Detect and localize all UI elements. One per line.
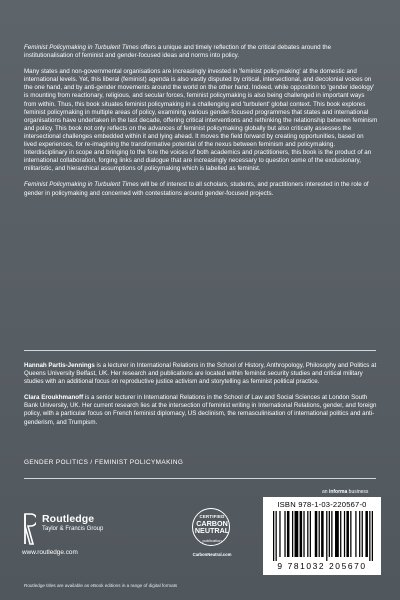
barcode-bar	[326, 511, 327, 561]
barcode-bar	[295, 511, 299, 557]
divider-line	[24, 478, 376, 479]
author-bio-text-1: is a lecturer in International Relations in the School of History, Anthropology, Philosophy and Politics at Queens University Belfast, UK. Her research and publications are located within feminist security studies and critical military studies with an additional focus on reproductive justice activism and storytelling as feminist political practice.	[24, 362, 377, 386]
author-bio-2	[24, 394, 378, 426]
barcode-bar	[362, 511, 363, 557]
author-bios	[24, 362, 378, 435]
informa-suffix: business	[347, 489, 369, 495]
barcode-bar	[303, 511, 304, 557]
barcode-bar	[340, 511, 341, 557]
badge-carbon-neutral	[190, 520, 234, 534]
barcode-bar	[344, 511, 345, 557]
description-audience-text: will be of interest to all scholars, students, and practitioners interested in the role of gender in policymaking and concerned with contestations around gender-focused projects.	[24, 181, 369, 197]
informa-business	[322, 489, 368, 495]
barcode-bar	[292, 511, 293, 557]
author-name-2: Clara Eroukhmanoff	[24, 394, 84, 402]
badge-site: CarbonNeutral.com	[192, 552, 232, 557]
description-body: Many states and non-governmental organisations are increasingly invested in 'feminist policymaking' at the domestic and international levels. Yet, this liberal (feminist) agenda is also vastly disputed by critical, intersectional, and decolonial voices on the one hand, and by anti-gender movements around the world on the other hand. Indeed, while opposition to 'gender ideology' is mounting from reactionary, religious, and secular forces, feminist policymaking is also being challenged in important ways from within. Thus, this book situates feminist policymaking in a challenging and 'turbulent' global context. This book explores feminist policymaking in multiple areas of policy, examining various gender-focused programmes that states and international organisations have undertaken in the last decade, offering critical interventions and rethinking the relationship between feminism and policy. This book not only reflects on the advances of feminist policymaking globally but also critically assesses the intersectional challenges embedded within it and lying ahead. It moves the field forward by creating opportunities, based on lived experiences, for re-imagining the transformative potential of the nexus between feminism and policymaking. Interdisciplinary in scope and bringing to the fore the voices of both academics and practitioners, this book is the product of an international collaboration, forging links and dialogue that are increasingly necessary to question some of the exclusionary, militaristic, and hierarchical assumptions of policymaking which is labelled as feminist.	[24, 68, 378, 173]
barcode-bar	[279, 511, 280, 557]
description-intro	[24, 44, 378, 60]
badge-certified: CERTIFIED	[199, 514, 225, 519]
barcode-bar	[284, 511, 285, 557]
informa-brand: informa	[328, 489, 348, 495]
barcode-bar	[315, 511, 318, 557]
barcode-bar	[369, 511, 370, 561]
barcode-bar	[276, 511, 277, 561]
description-audience	[24, 181, 378, 197]
barcode-bar	[321, 511, 324, 557]
isbn-number: ISBN 978-1-03-220567-0	[277, 500, 367, 509]
barcode-bar	[355, 511, 356, 557]
barcode-bar	[287, 511, 290, 557]
description-intro-text: offers a unique and timely reflection of the critical debates around the institutionalisation of feminist and gender-focused ideas and norms into policy.	[24, 44, 332, 60]
badge-publication: publication	[202, 538, 222, 543]
barcode-bar	[319, 511, 320, 557]
badge-neutral: NEUTRAL	[194, 526, 230, 536]
ebook-note: Routledge titles are available as eBook editions in a range of digital formats	[24, 583, 178, 588]
book-title-italic: Feminist Policymaking in Turbulent Times	[24, 181, 139, 189]
barcode-bar	[350, 511, 351, 557]
author-bio-1	[24, 362, 378, 386]
barcode-bar	[335, 511, 339, 557]
barcode-bar	[372, 511, 373, 561]
author-name-1: Hannah Partis-Jennings	[24, 362, 95, 369]
barcode-bar	[346, 511, 349, 557]
author-bio-text-2: is a senior lecturer in International Relations in the School of Law and Social Sciences at London South Bank University, UK. Her current research lies at the intersection of feminist writing in International Relations, gender, and foreign policy, with a particular focus on French feminist diplomacy, US declinism, the remasculinisation of international politics and anti-genderism, and Trumpism.	[24, 394, 377, 426]
divider-line	[24, 350, 376, 351]
subject-category: GENDER POLITICS / FEMINIST POLICYMAKING	[24, 459, 184, 466]
publisher-name: Routledge	[42, 513, 95, 525]
routledge-logo-icon	[22, 512, 36, 546]
book-description	[24, 44, 378, 206]
barcode-digits: 9 781032 205670	[277, 561, 367, 571]
barcode-bar	[300, 511, 303, 557]
barcode-bar	[310, 511, 311, 557]
informa-prefix: an	[322, 489, 329, 495]
badge-carbon: CARBON	[196, 519, 228, 528]
barcode-bar	[273, 511, 274, 561]
barcode-bar	[359, 511, 360, 557]
isbn-barcode	[263, 497, 381, 575]
publisher-url[interactable]: www.routledge.com	[22, 549, 78, 556]
carbon-neutral-badge	[190, 506, 234, 564]
barcode-bar	[365, 511, 368, 557]
barcode-bar	[329, 511, 330, 557]
barcode-bars	[273, 511, 373, 561]
publisher-group: Taylor & Francis Group	[42, 526, 104, 532]
book-title-italic: Feminist Policymaking in Turbulent Times	[24, 44, 139, 51]
barcode-bar	[331, 511, 332, 557]
barcode-bar	[307, 511, 308, 557]
